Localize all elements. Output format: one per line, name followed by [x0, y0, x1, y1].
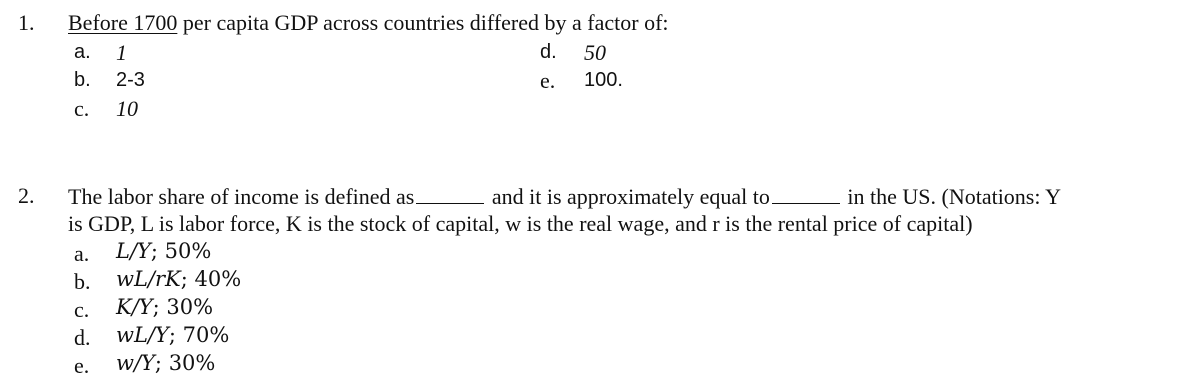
q1-number: 1.	[18, 10, 35, 35]
q1-stem-underlined: Before 1700	[68, 10, 178, 35]
q1-stem	[68, 12, 669, 34]
q2-option-d-expr: wL/Y	[116, 323, 169, 347]
q1-option-b-text: 2-3	[116, 69, 145, 91]
q1-option-a-letter: a.	[74, 41, 91, 63]
q2-option-a-text: L/Y; 50%	[116, 239, 212, 263]
q2-option-b-pct: 40%	[194, 267, 242, 291]
q1-option-e-text: 100.	[584, 69, 623, 91]
q2-option-d-pct: 70%	[182, 323, 230, 347]
q1-option-e-letter: e.	[540, 68, 556, 93]
q1-option-c-letter: c.	[74, 96, 90, 121]
q2-blank-2	[772, 185, 840, 204]
q2-option-a-pct: 50%	[164, 239, 212, 263]
q1-stem-rest: per capita GDP across countries differed by a factor of:	[177, 10, 669, 35]
q1-option-d-letter: d.	[540, 41, 557, 63]
q1-option-d-text: 50	[584, 40, 606, 65]
q2-option-b-letter: b.	[74, 269, 91, 294]
q2-option-a-expr: L/Y	[116, 239, 151, 263]
q2-option-c-pct: 30%	[166, 295, 214, 319]
q2-option-c-letter: c.	[74, 297, 90, 322]
q2-blank-1	[416, 185, 484, 204]
q1-option-a-text: 1	[116, 40, 127, 65]
q2-stem-line1	[68, 185, 1061, 208]
q2-stem-part2: and it is approximately equal to	[491, 184, 770, 209]
q2-option-a-letter: a.	[74, 241, 90, 266]
q1-option-c-text: 10	[116, 96, 138, 121]
q2-stem-part3: in the US. (Notations: Y	[847, 184, 1062, 209]
q2-option-e-pct: 30%	[168, 351, 216, 375]
q2-option-b-text: wL/rK; 40%	[116, 267, 242, 291]
q2-option-c-expr: K/Y	[116, 295, 153, 319]
q2-option-b-expr: wL/rK	[116, 267, 181, 291]
q2-number: 2.	[18, 183, 35, 208]
q2-option-d-letter: d.	[74, 325, 91, 350]
q2-option-e-text: w/Y; 30%	[116, 351, 216, 375]
q2-stem-line2: is GDP, L is labor force, K is the stock of capital, w is the real wage, and r is the rental price of capital)	[68, 211, 973, 236]
q2-option-e-letter: e.	[74, 353, 90, 378]
q2-stem-part1: The labor share of income is defined as	[68, 184, 415, 209]
q1-option-b-letter: b.	[74, 69, 91, 91]
q2-option-e-expr: w/Y	[116, 351, 155, 375]
q2-option-d-text: wL/Y; 70%	[116, 323, 230, 347]
q2-option-c-text: K/Y; 30%	[116, 295, 214, 319]
